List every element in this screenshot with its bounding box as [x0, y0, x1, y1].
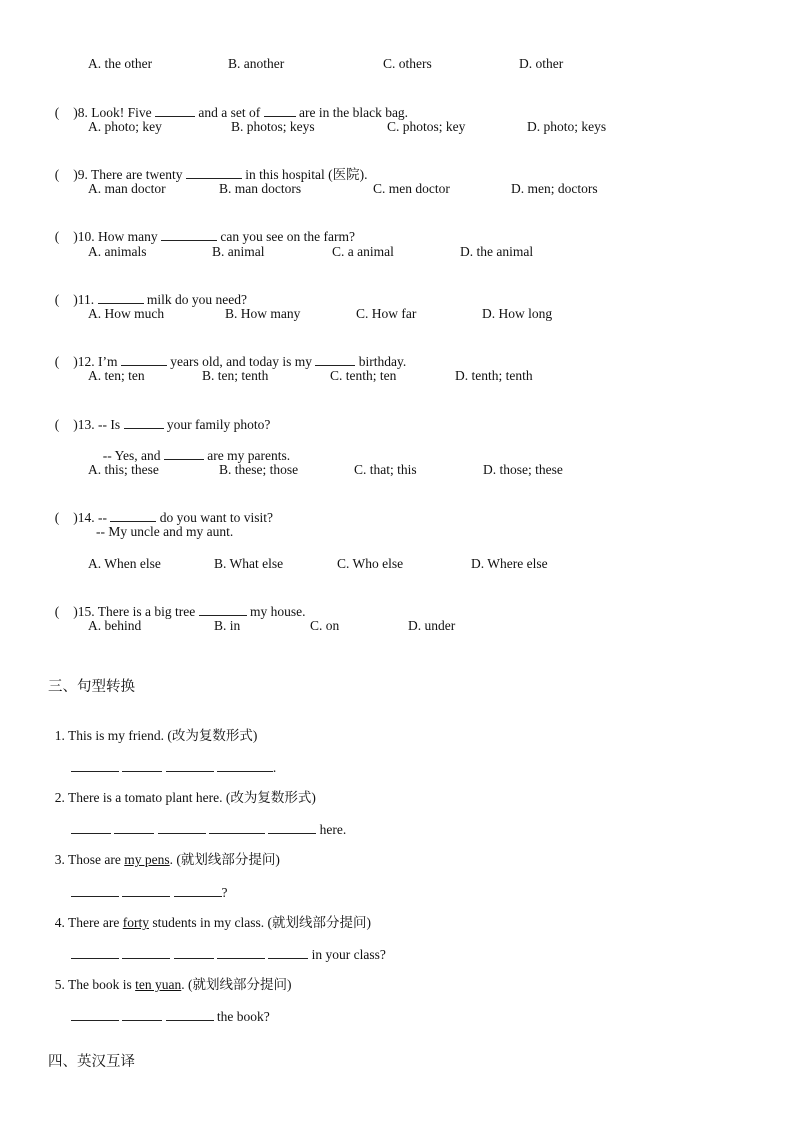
item-sentence-end: students in my class. — [152, 915, 265, 930]
question-12 — [48, 337, 406, 370]
item-number: 2. — [54, 790, 65, 805]
q14-option-b: B. What else — [214, 556, 284, 571]
q8-option-a: A. photo; key — [88, 119, 162, 134]
q8-stem-start: )8. Look! Five — [73, 105, 152, 120]
q13-stem-end: your family photo? — [166, 417, 271, 432]
answer-paren: ( — [54, 604, 60, 619]
q7-option-a: A. the other — [88, 56, 153, 71]
answer-blank[interactable] — [71, 759, 119, 772]
q12-option-a: A. ten; ten — [88, 368, 145, 383]
answer-end: in your class? — [311, 947, 386, 962]
question-13 — [48, 400, 270, 433]
answer-blank[interactable] — [217, 946, 265, 959]
q13-blank-2[interactable] — [164, 447, 204, 460]
transform-answer-3 — [64, 868, 228, 901]
question-10 — [48, 212, 355, 245]
q14-option-c: C. Who else — [337, 556, 404, 571]
q14-blank-1[interactable] — [110, 509, 156, 522]
answer-blank[interactable] — [268, 821, 316, 834]
q8-option-d: D. photo; keys — [527, 119, 607, 134]
transform-item-4 — [48, 899, 371, 931]
item-instruction: (就划线部分提问) — [267, 915, 371, 930]
question-8 — [48, 88, 408, 121]
answer-paren: ( — [54, 354, 60, 369]
answer-blank[interactable] — [174, 946, 214, 959]
item-number: 5. — [54, 977, 65, 992]
item-sentence-start: There are — [68, 915, 120, 930]
answer-end: ? — [221, 885, 228, 900]
q11-stem-end: milk do you need? — [146, 292, 247, 307]
q12-stem-end: birthday. — [358, 354, 407, 369]
q10-option-c: C. a animal — [332, 244, 394, 259]
item-number: 3. — [54, 852, 65, 867]
answer-blank[interactable] — [71, 821, 111, 834]
answer-blank[interactable] — [158, 821, 206, 834]
q10-option-d: D. the animal — [460, 244, 534, 259]
q10-blank-1[interactable] — [161, 228, 217, 241]
answer-blank[interactable] — [71, 1008, 119, 1021]
q8-option-c: C. photos; key — [387, 119, 466, 134]
q15-stem-end: my house. — [249, 604, 306, 619]
q15-option-a: A. behind — [88, 618, 142, 633]
answer-blank[interactable] — [122, 884, 170, 897]
transform-item-3 — [48, 836, 280, 868]
answer-paren: ( — [54, 167, 60, 182]
item-sentence-start: The book is — [68, 977, 132, 992]
q11-option-d: D. How long — [482, 306, 553, 321]
q9-stem-end: in this hospital (医院). — [245, 167, 368, 182]
q15-option-b: B. in — [214, 618, 241, 633]
transform-answer-2 — [64, 805, 346, 838]
answer-end: here. — [319, 822, 347, 837]
q13-option-d: D. those; these — [483, 462, 563, 477]
question-14 — [48, 493, 273, 526]
q13-line2-start: -- Yes, and — [102, 448, 161, 463]
answer-blank[interactable] — [166, 759, 214, 772]
item-number: 4. — [54, 915, 65, 930]
q9-option-b: B. man doctors — [219, 181, 302, 196]
underlined-phrase: ten yuan — [135, 977, 182, 992]
q13-option-c: C. that; this — [354, 462, 417, 477]
q15-stem-start: )15. There is a big tree — [73, 604, 196, 619]
item-number: 1. — [54, 728, 65, 743]
q11-option-a: A. How much — [88, 306, 165, 321]
q12-stem-start: )12. I’m — [73, 354, 118, 369]
q10-option-a: A. animals — [88, 244, 147, 259]
item-sentence: There is a tomato plant here. — [68, 790, 223, 805]
underlined-phrase: forty — [122, 915, 149, 930]
answer-blank[interactable] — [209, 821, 265, 834]
q9-stem-start: )9. There are twenty — [73, 167, 183, 182]
q9-option-d: D. men; doctors — [511, 181, 598, 196]
answer-blank[interactable] — [122, 1008, 162, 1021]
transform-answer-1 — [64, 743, 276, 776]
item-instruction: (就划线部分提问) — [176, 852, 280, 867]
answer-blank[interactable] — [71, 946, 119, 959]
q11-stem-start: )11. — [73, 292, 95, 307]
q13-option-a: A. this; these — [88, 462, 159, 477]
question-13-line-2 — [96, 431, 290, 464]
q13-option-b: B. these; those — [219, 462, 299, 477]
answer-blank[interactable] — [217, 759, 273, 772]
answer-blank[interactable] — [174, 884, 222, 897]
q15-option-c: C. on — [310, 618, 340, 633]
section-4-heading: 四、英汉互译 — [48, 1054, 135, 1070]
q7-option-d: D. other — [519, 56, 564, 71]
q12-option-d: D. tenth; tenth — [455, 368, 533, 383]
question-9 — [48, 150, 367, 183]
answer-paren: ( — [54, 292, 60, 307]
section-3-heading: 三、句型转换 — [48, 679, 135, 695]
answer-paren: ( — [54, 417, 60, 432]
q14-stem-end: do you want to visit? — [159, 510, 273, 525]
answer-paren: ( — [54, 510, 60, 525]
q9-option-a: A. man doctor — [88, 181, 166, 196]
item-instruction: (改为复数形式) — [225, 790, 316, 805]
transform-item-5 — [48, 961, 292, 993]
answer-blank[interactable] — [122, 946, 170, 959]
answer-blank[interactable] — [122, 759, 162, 772]
q15-blank-1[interactable] — [199, 603, 247, 616]
q10-stem-start: )10. How many — [73, 229, 158, 244]
q10-option-b: B. animal — [212, 244, 265, 259]
q9-option-c: C. men doctor — [373, 181, 450, 196]
answer-paren: ( — [54, 229, 60, 244]
q8-stem-end: are in the black bag. — [298, 105, 409, 120]
item-sentence-end: . — [169, 852, 173, 867]
transform-answer-4 — [64, 930, 386, 963]
q12-option-c: C. tenth; ten — [330, 368, 397, 383]
underlined-phrase: my pens — [124, 852, 170, 867]
q8-stem-mid: and a set of — [198, 105, 261, 120]
answer-blank[interactable] — [166, 1008, 214, 1021]
q11-blank-1[interactable] — [98, 291, 144, 304]
item-sentence-end: . — [181, 977, 185, 992]
question-15 — [48, 587, 305, 620]
answer-paren: ( — [54, 105, 60, 120]
item-instruction: (就划线部分提问) — [188, 977, 292, 992]
answer-blank[interactable] — [268, 946, 308, 959]
q13-blank-1[interactable] — [124, 416, 164, 429]
q11-option-c: C. How far — [356, 306, 417, 321]
q7-option-b: B. another — [228, 56, 285, 71]
transform-item-2 — [48, 774, 316, 806]
q8-blank-2[interactable] — [264, 104, 296, 117]
item-sentence-start: Those are — [68, 852, 121, 867]
question-11 — [48, 275, 247, 308]
q8-blank-1[interactable] — [155, 104, 195, 117]
question-14-line-2: -- My uncle and my aunt. — [96, 524, 234, 539]
q13-stem-start: )13. -- Is — [73, 417, 121, 432]
q10-stem-end: can you see on the farm? — [220, 229, 355, 244]
q11-option-b: B. How many — [225, 306, 301, 321]
item-sentence: This is my friend. — [68, 728, 165, 743]
q12-option-b: B. ten; tenth — [202, 368, 269, 383]
q12-stem-mid: years old, and today is my — [170, 354, 312, 369]
answer-end: . — [272, 760, 277, 775]
transform-item-1 — [48, 712, 257, 744]
q12-blank-1[interactable] — [121, 353, 167, 366]
answer-blank[interactable] — [114, 821, 154, 834]
q13-line2-end: are my parents. — [207, 448, 291, 463]
q14-stem-start: )14. -- — [73, 510, 107, 525]
answer-end: the book? — [216, 1009, 270, 1024]
q14-option-a: A. When else — [88, 556, 161, 571]
q12-blank-2[interactable] — [315, 353, 355, 366]
q9-blank-1[interactable] — [186, 166, 242, 179]
q8-option-b: B. photos; keys — [231, 119, 315, 134]
transform-answer-5 — [64, 992, 270, 1025]
answer-blank[interactable] — [71, 884, 119, 897]
q14-option-d: D. Where else — [471, 556, 548, 571]
item-instruction: (改为复数形式) — [167, 728, 258, 743]
q7-option-c: C. others — [383, 56, 432, 71]
q15-option-d: D. under — [408, 618, 456, 633]
